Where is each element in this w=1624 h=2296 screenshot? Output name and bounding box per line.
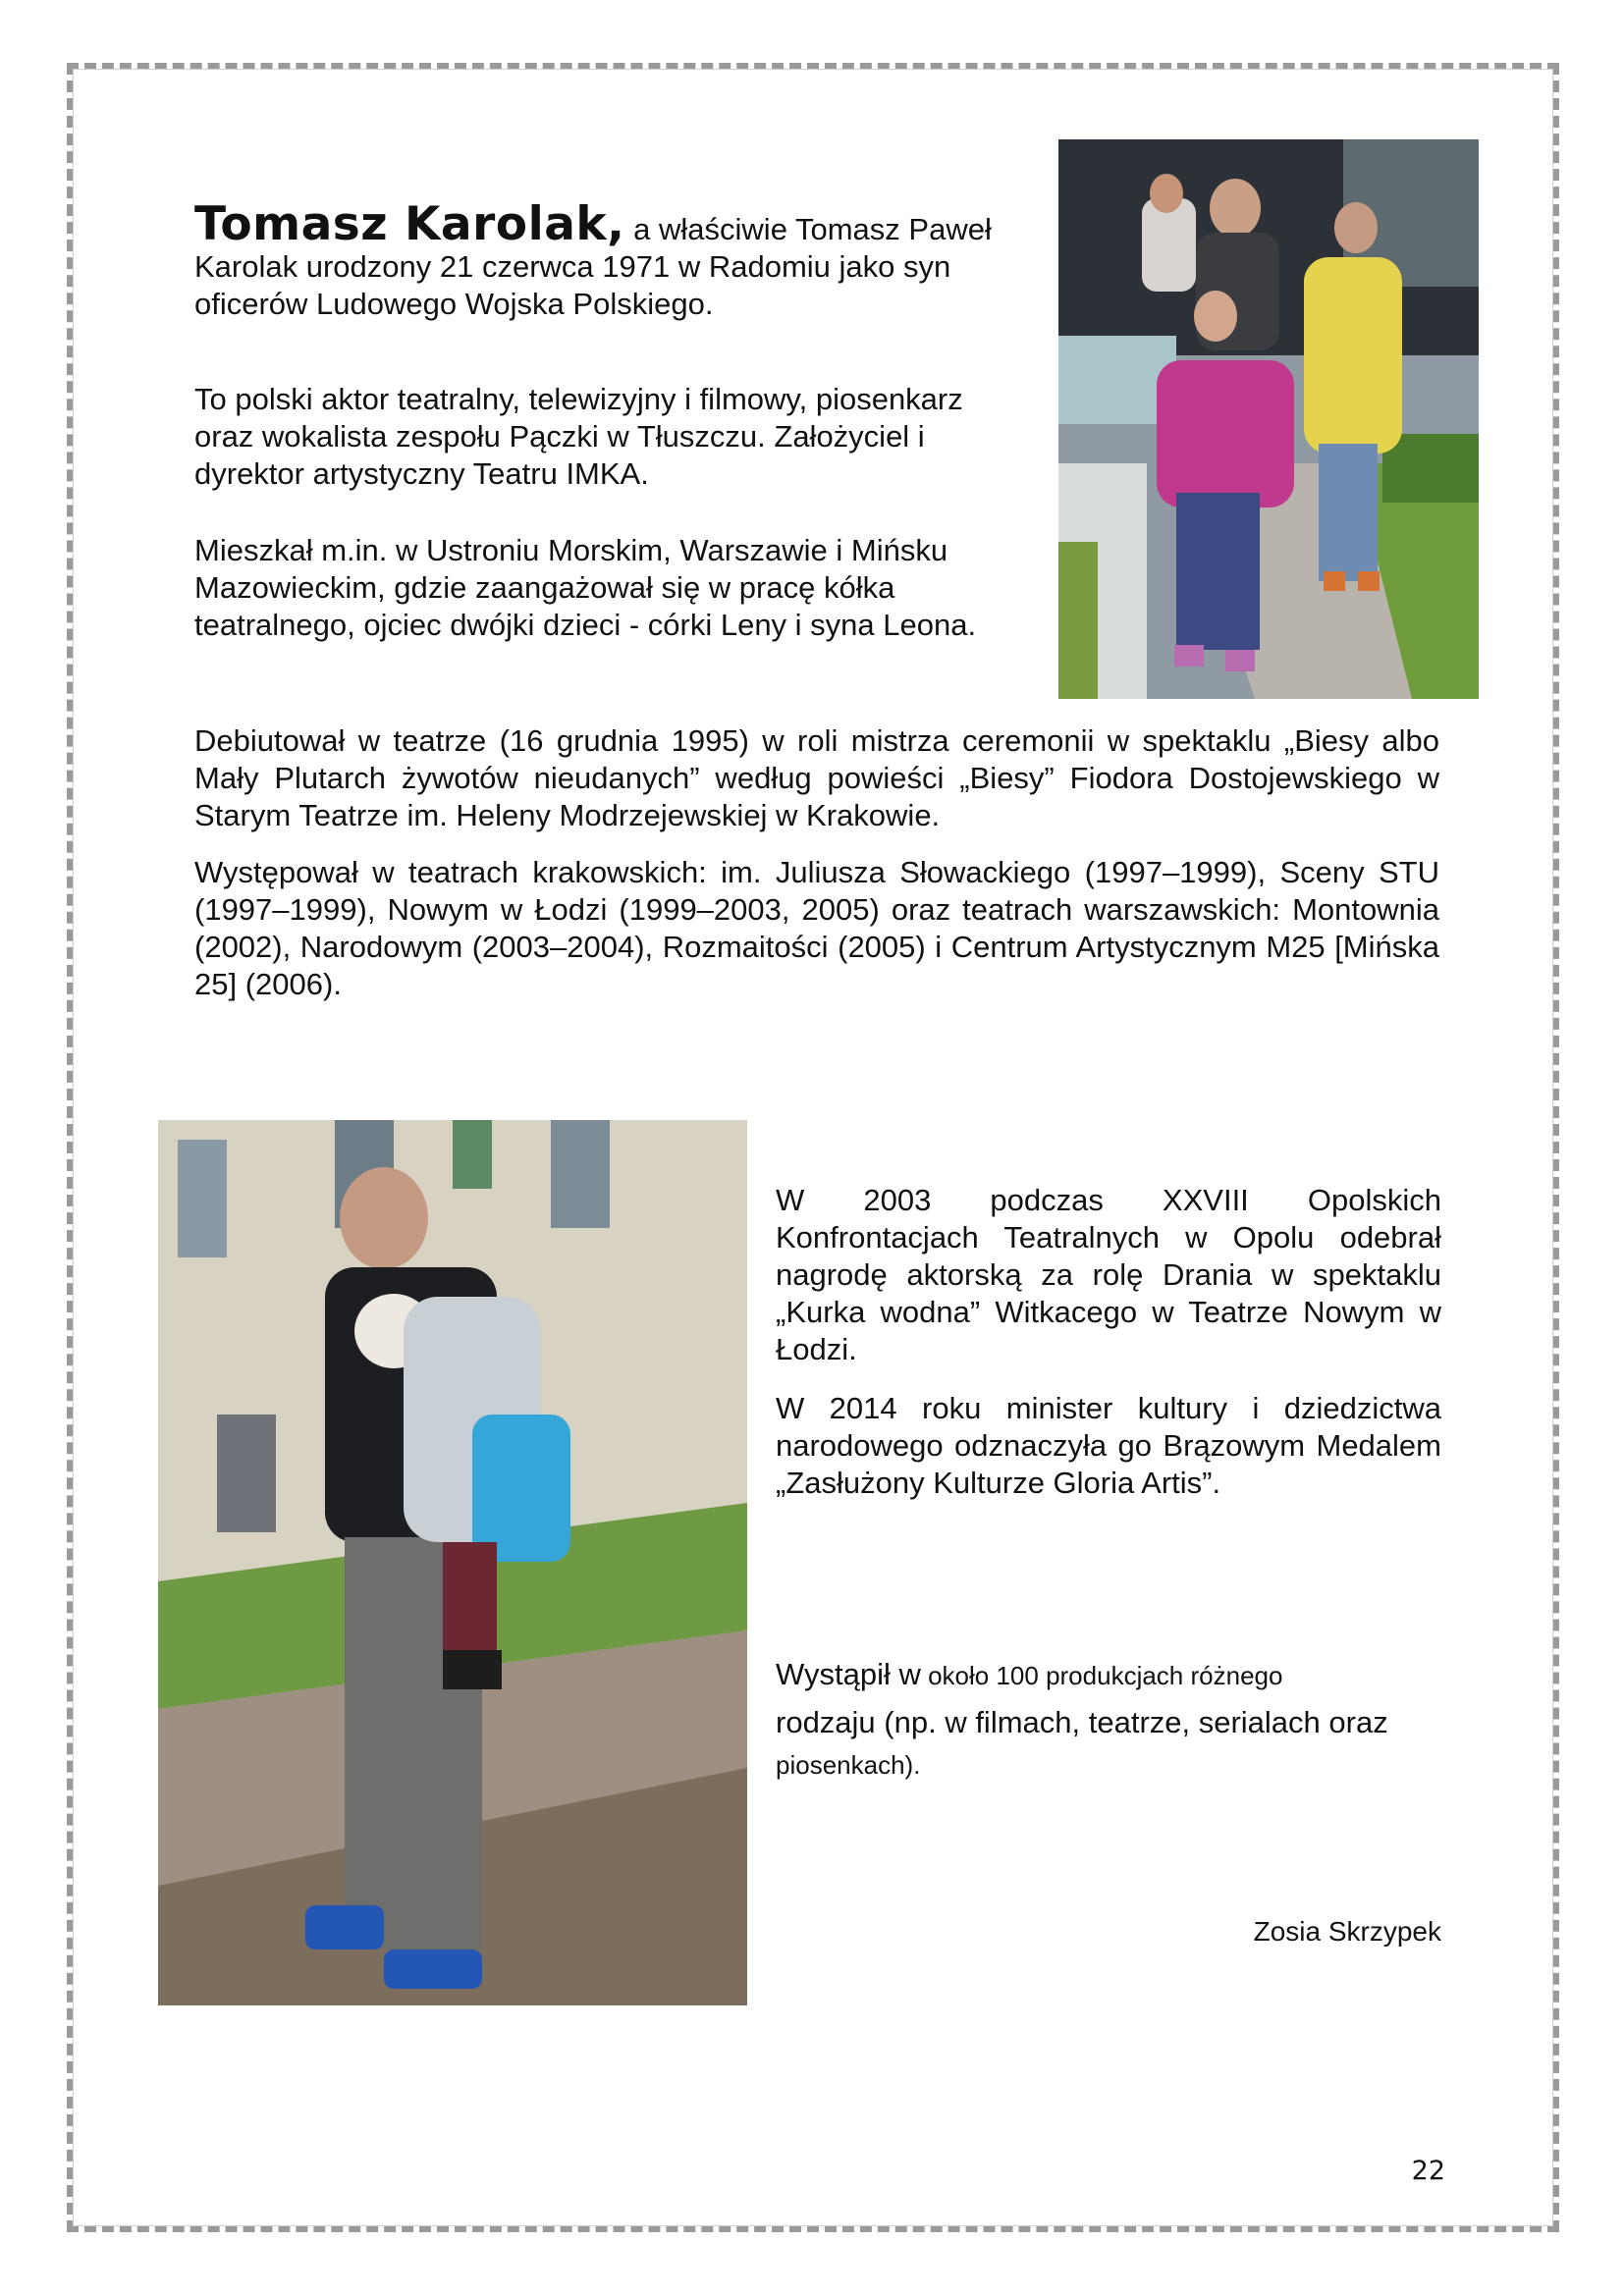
paragraph-5: Występował w teatrach krakowskich: im. Juliusza Słowackiego (1997–1999), Sceny STU (1997–1999), Nowym w Łodzi (1999–2003, 2005) oraz teatrach warszawskich: Montownia (2002), Narodowym (2003–2004), Rozmaitości (2005) i Centrum Artystycznym M25 [Mińska 25] (2006). [194, 855, 1439, 1001]
paragraph-2: To polski aktor teatralny, telewizyjny i filmowy, piosenkarz oraz wokalista zespołu Pączki w Tłuszczu. Założyciel i dyrektor artystyczny Teatru IMKA. [194, 382, 963, 491]
paragraph-3: Mieszkał m.in. w Ustroniu Morskim, Warszawie i Mińsku Mazowieckim, gdzie zaangażował się w pracę kółka teatralnego, ojciec dwójki dzieci - córki Leny i syna Leona. [194, 533, 977, 642]
paragraph-8-start: Wystąpił w [776, 1657, 921, 1691]
paragraph-4: Debiutował w teatrze (16 grudnia 1995) w roli mistrza ceremonii w spektaklu „Biesy albo Mały Plutarch żywotów nieudanych” według powieści „Biesy” Fiodora Dostojewskiego w Starym Teatrze im. Heleny Modrzejewskiej w Krakowie. [194, 723, 1439, 832]
page-number: 22 [1411, 2156, 1445, 2186]
paragraph-8-line3: piosenkach). [776, 1750, 921, 1780]
paragraph-6: W 2003 podczas XXVIII Opolskich Konfrontacjach Teatralnych w Opolu odebrał nagrodę aktorską za rolę Drania w spektaklu „Kurka wodna” Witkacego w Teatrze Nowym w Łodzi. [776, 1183, 1441, 1366]
intro-paragraph [194, 197, 1019, 323]
intro-text: a właściwie Tomasz Paweł Karolak urodzony 21 czerwca 1971 w Radomiu jako syn oficerów Ludowego Wojska Polskiego. [194, 212, 992, 321]
author-signature: Zosia Skrzypek [1253, 1916, 1441, 1947]
family-walking-photo [1058, 139, 1479, 699]
article-title: Tomasz Karolak, [194, 197, 625, 251]
paragraph-8-rest: około 100 produkcjach różnego [920, 1661, 1283, 1690]
paragraph-7: W 2014 roku minister kultury i dziedzictwa narodowego odznaczyła go Brązowym Medalem „Zasłużony Kulturze Gloria Artis”. [776, 1391, 1441, 1500]
paragraph-8-line2: rodzaju (np. w filmach, teatrze, serialach oraz [776, 1705, 1388, 1739]
man-carrying-child-photo [158, 1120, 747, 2005]
paragraph-8 [776, 1655, 1463, 1786]
